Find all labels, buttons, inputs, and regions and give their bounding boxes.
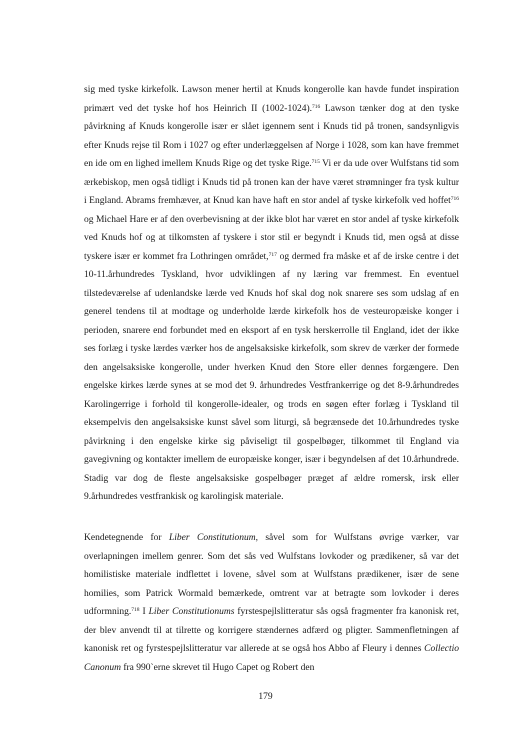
footnote-717[interactable]: 717 bbox=[268, 251, 277, 258]
footnote-716-b[interactable]: 716 bbox=[450, 196, 459, 202]
footnote-716[interactable]: 716 bbox=[312, 103, 321, 110]
p2-text-5: fra 990`erne skrevet til Hugo Capet og Robert den bbox=[120, 662, 315, 673]
p2-text-2: såvel som for Wulfstans øvrige værker, var overlapningen imellem genrer. Som det sås ved Wulfstans lovkoder og prædikener, så var det homilistiske materiale indflettet i lovene, såvel som at Wulfstans prædikener, især de sene homilies, som Patrick Wormald bemærkede, omtrent var at betragte som lovkoder i deres udformning. bbox=[84, 533, 459, 617]
paragraph-2 bbox=[84, 529, 459, 677]
p1-text-5: og dermed fra måske et af de irske centre i det 10-11.århundredes Tyskland, hvor udviklingen af ny læring var fremmest. En eventuel tilstedeværelse af udenlandske lærde ved Knuds hof skal dog nok snarere ses som udslag af en generel tendens til at modtage og underholde lærde kirkefolk hos de vesteuropæiske konger i perioden, snarere end forbundet med en eksport af en tysk herskerrolle til England, idet der ikke ses forlæg i tyske lærdes værker hos de angelsaksiske kirkefolk, som skrev de værker der formede den angelsaksiske kongerolle, under hverken Knud den Store eller dennes forgængere. Den engelske kirkes lærde synes at se mod det 9. århundredes Vestfrankerrige og det 8-9.århundredes Karolingerrige i forhold til kongerolle-idealer, og trods en søgen efter forlæg i Tyskland til eksempelvis den angelsaksiske kunst såvel som liturgi, så begrænsede det 10.århundredes tyske påvirkning i den engelske kirke sig påviseligt til gospelbøger, tilkommet til England via gavegivning og kontakter imellem de europæiske konger, især i begyndelsen af det 10.århundrede. Stadig var dog de fleste angelsaksiske gospelbøger præget af ældre romersk, irsk eller 9.århundredes vestfrankisk og karolingisk materiale. bbox=[84, 251, 459, 502]
p1-text-1: sig med tyske kirkefolk. Lawson mener hertil at Knuds kongerolle kan havde fundet inspiration primært ved det tyske hof hos Heinrich II (1002-1024). bbox=[84, 85, 459, 114]
p1-text-2: Lawson tænker dog at den tyske påvirkning af Knuds kongerolle især er slået igennem sent i Knuds tid på tronen, sandsynligvis efter Knuds rejse til Rom i 1027 og efter underlæggelsen af Norge i 1028, som kan have fremmet en ide om en lighed imellem Knuds Rige og det tyske Rige. bbox=[84, 103, 459, 169]
p2-text-3: I bbox=[139, 607, 149, 617]
title-collectio-canonum: Collectio Canonum bbox=[84, 644, 459, 673]
p2-text-4: fyrstespejlslitteratur sås også fragmenter fra kanonisk ret, der blev anvendt til at tilrette og korrigere stændernes adfærd og pligter. Sammenfletningen af kanonisk ret og fyrstespejlslitteratur var allerede at se også hos Abbo af Fleury i dennes bbox=[84, 607, 460, 654]
footnote-718[interactable]: 718 bbox=[131, 607, 140, 613]
p1-text-3: Vi er da ude over Wulfstans tid som ærkebiskop, men også tidligt i Knuds tid på tronen kan der have været strømninger fra tysk kultur i England. Abrams fremhæver, at Knud kan have haft en stor andel af tyske kirkefolk ved hoffet bbox=[84, 159, 459, 206]
p1-text-4: og Michael Hare er af den overbevisning at der ikke blot har været en stor andel af tyske kirkefolk ved Knuds hof og at tilkomsten af tyskere i stor stil er begyndt i Knuds tid, men også at disse tyskere især er kommet fra Lothringen området, bbox=[84, 214, 459, 262]
title-liber-constitutionums: Liber Constitutionums bbox=[148, 607, 235, 617]
page-number: 179 bbox=[258, 692, 273, 702]
p2-text-1: Kendetegnende for bbox=[84, 533, 169, 543]
paragraph-1 bbox=[84, 81, 459, 507]
footnote-715[interactable]: 715 bbox=[311, 159, 320, 165]
title-liber-constitutionum: Liber Constitutionum, bbox=[168, 533, 258, 543]
